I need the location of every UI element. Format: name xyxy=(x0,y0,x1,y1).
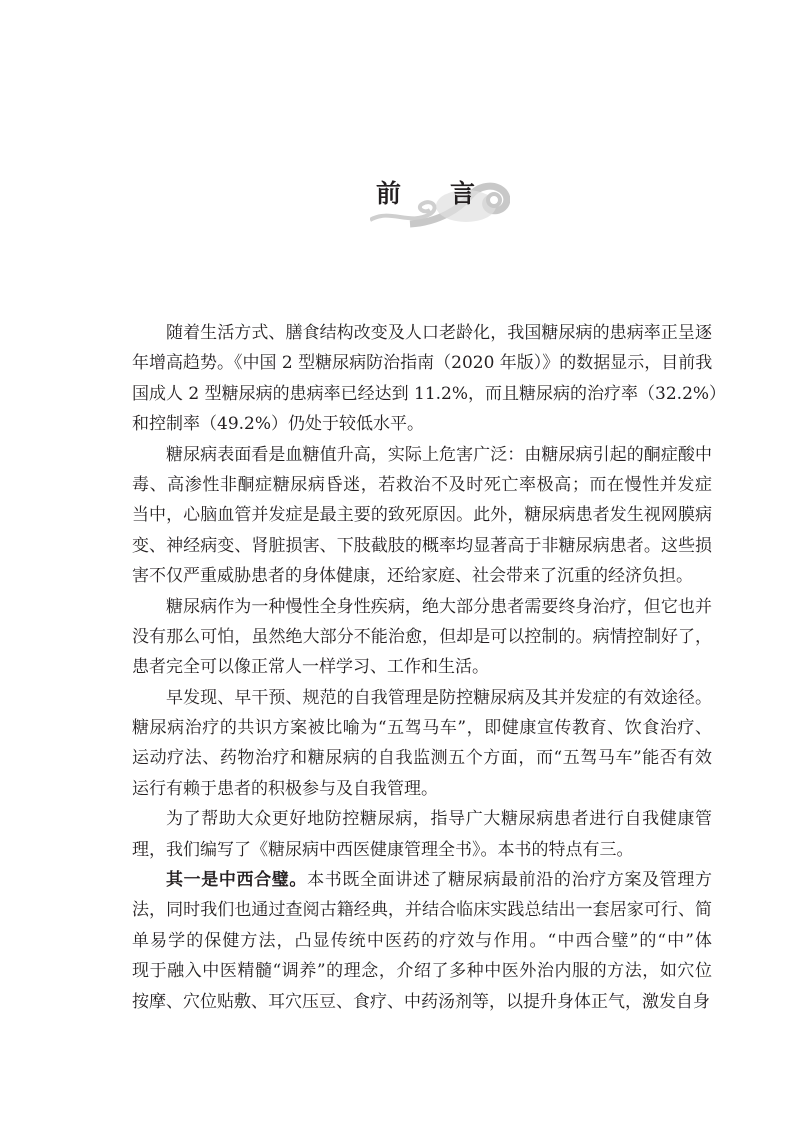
text-line: 当中，心脑血管并发症是最主要的致死原因。此外，糖尿病患者发生视网膜病 xyxy=(132,505,712,526)
paragraph xyxy=(132,683,712,805)
bold-lead: 其一是中西合璧。 xyxy=(166,870,308,891)
text-line: 为了帮助大众更好地防控糖尿病，指导广大糖尿病患者进行自我健康管 xyxy=(166,809,712,830)
text-line: 单易学的保健方法，凸显传统中医药的疗效与作用。“中西合璧”的“中”体 xyxy=(132,930,712,951)
text-line: 没有那么可怕，虽然绝大部分不能治愈，但却是可以控制的。病情控制好了， xyxy=(132,626,712,647)
text-line: 运动疗法、药物治疗和糖尿病的自我监测五个方面，而“五驾马车”能否有效 xyxy=(132,748,712,769)
text-line: 患者完全可以像正常人一样学习、工作和生活。 xyxy=(132,657,489,678)
paragraph xyxy=(132,804,712,865)
paragraph xyxy=(132,592,712,683)
text-line: 理，我们编写了《糖尿病中西医健康管理全书》。本书的特点有三。 xyxy=(132,839,634,860)
text-line: 按摩、穴位贴敷、耳穴压豆、食疗、中药汤剂等，以提升身体正气，激发自身 xyxy=(132,991,710,1012)
page-title xyxy=(330,160,530,240)
text-line: 毒、高渗性非酮症糖尿病昏迷，若救治不及时死亡率极高；而在慢性并发症 xyxy=(132,474,712,495)
title-char-1: 前 xyxy=(376,179,402,208)
text-line: 运行有赖于患者的积极参与及自我管理。 xyxy=(132,778,438,799)
text-line: 糖尿病作为一种慢性全身性疾病，绝大部分患者需要终身治疗，但它也并 xyxy=(166,596,712,617)
text-line: 现于融入中医精髓“调养”的理念，介绍了多种中医外治内服的方法，如穴位 xyxy=(132,961,712,982)
text-line: 年增高趋势。《中国 2 型糖尿病防治指南（2020 年版）》的数据显示，目前我 xyxy=(132,353,713,374)
paragraph xyxy=(132,440,712,592)
text-line: 早发现、早干预、规范的自我管理是防控糖尿病及其并发症的有效途径。 xyxy=(166,687,712,708)
paragraph xyxy=(132,865,712,1017)
text-line xyxy=(132,865,712,895)
text-line: 变、神经病变、肾脏损害、下肢截肢的概率均显著高于非糖尿病患者。这些损 xyxy=(132,535,712,556)
text-line: 和控制率（49.2%）仍处于较低水平。 xyxy=(132,414,425,435)
text-line: 糖尿病表面看是血糖值升高，实际上危害广泛：由糖尿病引起的酮症酸中 xyxy=(166,444,712,465)
text-line: 害不仅严重威胁患者的身体健康，还给家庭、社会带来了沉重的经济负担。 xyxy=(132,566,693,587)
text-line: 法，同时我们也通过查阅古籍经典，并结合临床实践总结出一套居家可行、简 xyxy=(132,900,712,921)
text-line: 随着生活方式、膳食结构改变及人口老龄化，我国糖尿病的患病率正呈逐 xyxy=(166,323,712,343)
paragraph xyxy=(132,318,727,440)
preface-body xyxy=(132,318,727,1017)
line-text: 本书既全面讲述了糖尿病最前沿的治疗方案及管理方 xyxy=(307,870,713,891)
title-char-2: 言 xyxy=(450,179,476,208)
text-line: 糖尿病治疗的共识方案被比喻为“五驾马车”，即健康宣传教育、饮食治疗、 xyxy=(132,718,712,739)
text-line: 国成人 2 型糖尿病的患病率已经达到 11.2%，而且糖尿病的治疗率（32.2%） xyxy=(132,383,727,404)
